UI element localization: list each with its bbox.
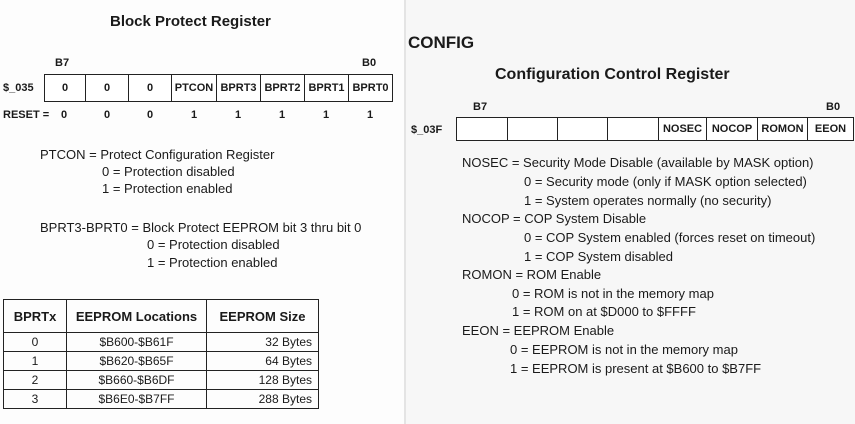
table-header: EEPROM Size	[207, 300, 319, 333]
register-address: $_035	[3, 82, 34, 94]
table-header: EEPROM Locations	[67, 300, 207, 333]
table-header-row	[4, 300, 319, 333]
eeon-value-0: 0 = EEPROM is not in the memory map	[510, 342, 738, 357]
ptcon-cell: PTCON	[171, 74, 217, 102]
nocop-value-1: 1 = COP System disabled	[524, 249, 673, 264]
block-protect-title: Block Protect Register	[110, 13, 271, 30]
reset-bit1: 1	[323, 109, 330, 121]
table-cell: $B620-$B65F	[67, 352, 207, 371]
table-cell: $B600-$B61F	[67, 333, 207, 352]
page-gutter	[404, 0, 406, 424]
table-cell: 1	[4, 352, 67, 371]
eeon-value-1: 1 = EEPROM is present at $B600 to $B7FF	[510, 361, 762, 376]
config-bit7-cell	[456, 117, 508, 141]
bprt1-cell: BPRT1	[304, 74, 349, 102]
reset-bit5: 0	[147, 109, 154, 121]
table-row	[4, 333, 319, 352]
config-register-address: $_03F	[411, 124, 443, 136]
config-register-title: Configuration Control Register	[495, 66, 730, 83]
nocop-value-0: 0 = COP System enabled (forces reset on timeout)	[524, 230, 816, 245]
nocop-cell: NOCOP	[706, 117, 758, 141]
bprt-value-0: 0 = Protection disabled	[147, 237, 280, 252]
ptcon-value-0: 0 = Protection disabled	[102, 164, 235, 179]
config-bit6-cell	[507, 117, 558, 141]
reset-bit4: 1	[191, 109, 198, 121]
table-cell: 64 Bytes	[207, 352, 319, 371]
ptcon-value-1: 1 = Protection enabled	[102, 181, 233, 196]
bit0-label: B0	[362, 57, 377, 69]
reset-label: RESET =	[3, 109, 50, 121]
table-row	[4, 390, 319, 409]
table-row	[4, 352, 319, 371]
config-bit4-cell	[607, 117, 659, 141]
table-cell: 288 Bytes	[207, 390, 319, 409]
table-header: BPRTx	[4, 300, 67, 333]
bprt-definition: BPRT3-BPRT0 = Block Protect EEPROM bit 3 thru bit 0	[40, 220, 362, 235]
romon-value-0: 0 = ROM is not in the memory map	[512, 286, 714, 301]
table-cell: 32 Bytes	[207, 333, 319, 352]
table-cell: 128 Bytes	[207, 371, 319, 390]
config-bit5-cell	[557, 117, 608, 141]
bit7-label: B7	[55, 57, 70, 69]
nocop-definition: NOCOP = COP System Disable	[462, 211, 647, 226]
bpr-bit7-cell: 0	[44, 74, 86, 102]
eeon-definition: EEON = EEPROM Enable	[462, 323, 615, 338]
table-cell: $B6E0-$B7FF	[67, 390, 207, 409]
bprt3-cell: BPRT3	[216, 74, 261, 102]
ptcon-definition: PTCON = Protect Configuration Register	[40, 147, 275, 162]
reset-bit2: 1	[279, 109, 286, 121]
nosec-definition: NOSEC = Security Mode Disable (available by MASK option)	[462, 155, 814, 170]
reset-bit0: 1	[367, 109, 374, 121]
table-cell: 0	[4, 333, 67, 352]
bprt0-cell: BPRT0	[348, 74, 393, 102]
config-bit0-label: B0	[826, 101, 841, 113]
table-cell: 3	[4, 390, 67, 409]
table-row	[4, 371, 319, 390]
table-cell: $B660-$B6DF	[67, 371, 207, 390]
bprt2-cell: BPRT2	[260, 74, 305, 102]
romon-cell: ROMON	[757, 117, 808, 141]
table-cell: 2	[4, 371, 67, 390]
config-heading: CONFIG	[408, 33, 475, 52]
reset-bit7: 0	[61, 109, 68, 121]
reset-bit3: 1	[235, 109, 242, 121]
bpr-bit6-cell: 0	[85, 74, 129, 102]
nosec-value-1: 1 = System operates normally (no security)	[524, 193, 772, 208]
eeprom-block-table	[3, 299, 319, 409]
config-bit7-label: B7	[473, 101, 488, 113]
nosec-cell: NOSEC	[658, 117, 707, 141]
romon-value-1: 1 = ROM on at $D000 to $FFFF	[512, 304, 696, 319]
romon-definition: ROMON = ROM Enable	[462, 267, 602, 282]
bprt-value-1: 1 = Protection enabled	[147, 255, 278, 270]
nosec-value-0: 0 = Security mode (only if MASK option selected)	[524, 174, 807, 189]
bpr-bit5-cell: 0	[128, 74, 172, 102]
eeon-cell: EEON	[807, 117, 854, 141]
reset-bit6: 0	[104, 109, 111, 121]
